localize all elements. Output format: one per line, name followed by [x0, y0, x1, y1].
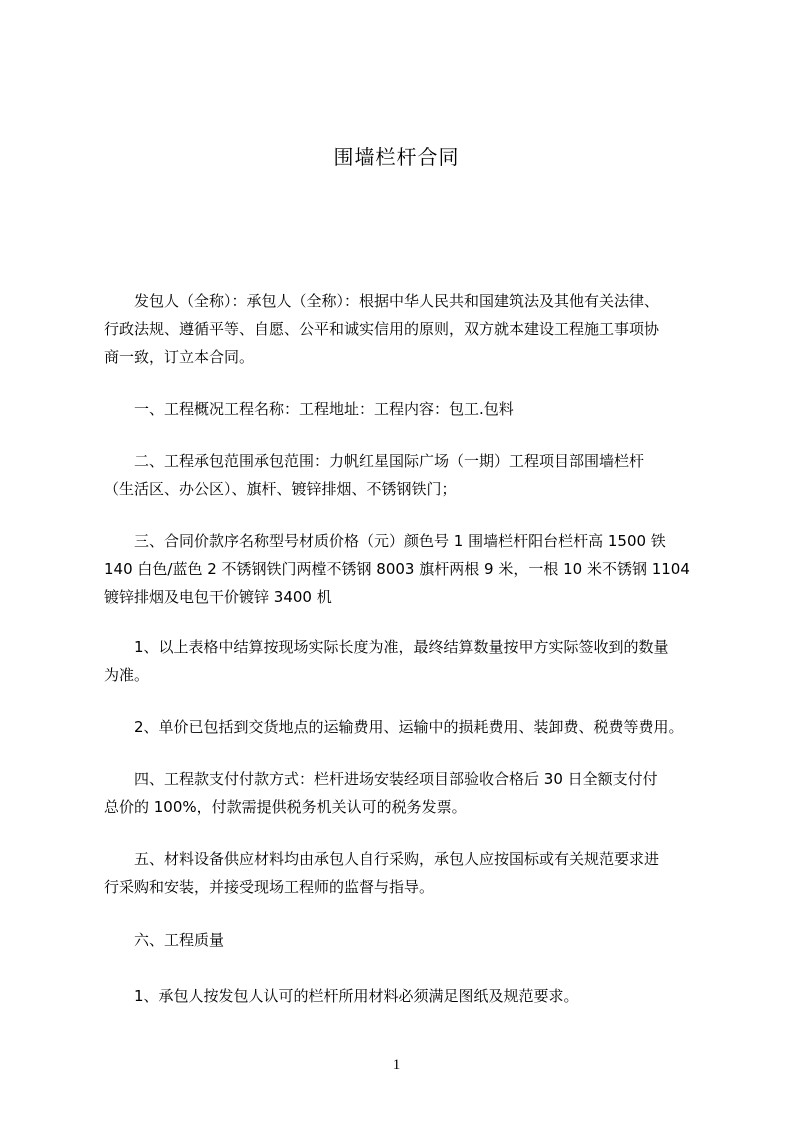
text-line: 商一致，订立本合同。 [104, 348, 255, 366]
section-5-materials [104, 845, 720, 901]
section-1-overview [104, 395, 720, 423]
intro-paragraph [104, 287, 720, 371]
document-title: 围墙栏杆合同 [333, 145, 460, 169]
text-line: 二、工程承包范围承包范围：力帆红星国际广场（一期）工程项目部围墙栏杆 [104, 452, 645, 470]
section-4-payment [104, 765, 720, 821]
clause-6-1 [104, 982, 720, 1010]
text-line: 四、工程款支付付款方式：栏杆进场安装经项目部验收合格后 30 日全额支付付 [104, 770, 658, 788]
section-6-quality [104, 926, 720, 954]
text-line: 2、单价已包括到交货地点的运输费用、运输中的损耗费用、装卸费、税费等费用。 [104, 718, 684, 736]
clause-3-2 [104, 713, 720, 741]
text-line: （生活区、办公区）、旗杆、镀锌排烟、不锈钢铁门； [104, 480, 457, 498]
text-line: 镀锌排烟及电包干价镀锌 3400 机 [104, 588, 332, 606]
clause-3-1 [104, 633, 720, 689]
text-line: 六、工程质量 [104, 931, 225, 949]
text-line: 1、承包人按发包人认可的栏杆所用材料必须满足图纸及规范要求。 [104, 987, 579, 1005]
text-line: 五、材料设备供应材料均由承包人自行采购，承包人应按国标或有关规范要求进 [104, 850, 660, 868]
text-line: 三、合同价款序名称型号材质价格（元）颜色号 1 围墙栏杆阳台栏杆高 1500 铁 [104, 532, 666, 550]
text-line: 为准。 [104, 666, 150, 684]
text-line: 1、以上表格中结算按现场实际长度为准，最终结算数量按甲方实际签收到的数量 [104, 638, 669, 656]
text-line: 行采购和安装，并接受现场工程师的监督与指导。 [104, 878, 435, 896]
section-2-scope [104, 447, 720, 503]
text-line: 140 白色/蓝色 2 不锈钢铁门两樘不锈钢 8003 旗杆两根 9 米，一根 10 米不锈钢 1104 [104, 560, 690, 578]
section-3-prices [104, 527, 720, 611]
text-line: 总价的 100%，付款需提供税务机关认可的税务发票。 [104, 798, 467, 816]
text-line: 一、工程概况工程名称：工程地址：工程内容：包工.包料 [104, 400, 514, 418]
page-number: 1 [392, 1057, 401, 1073]
text-line: 发包人（全称）：承包人（全称）：根据中华人民共和国建筑法及其他有关法律、 [104, 292, 660, 310]
text-line: 行政法规、遵循平等、自愿、公平和诚实信用的原则，双方就本建设工程施工事项协 [104, 320, 660, 338]
